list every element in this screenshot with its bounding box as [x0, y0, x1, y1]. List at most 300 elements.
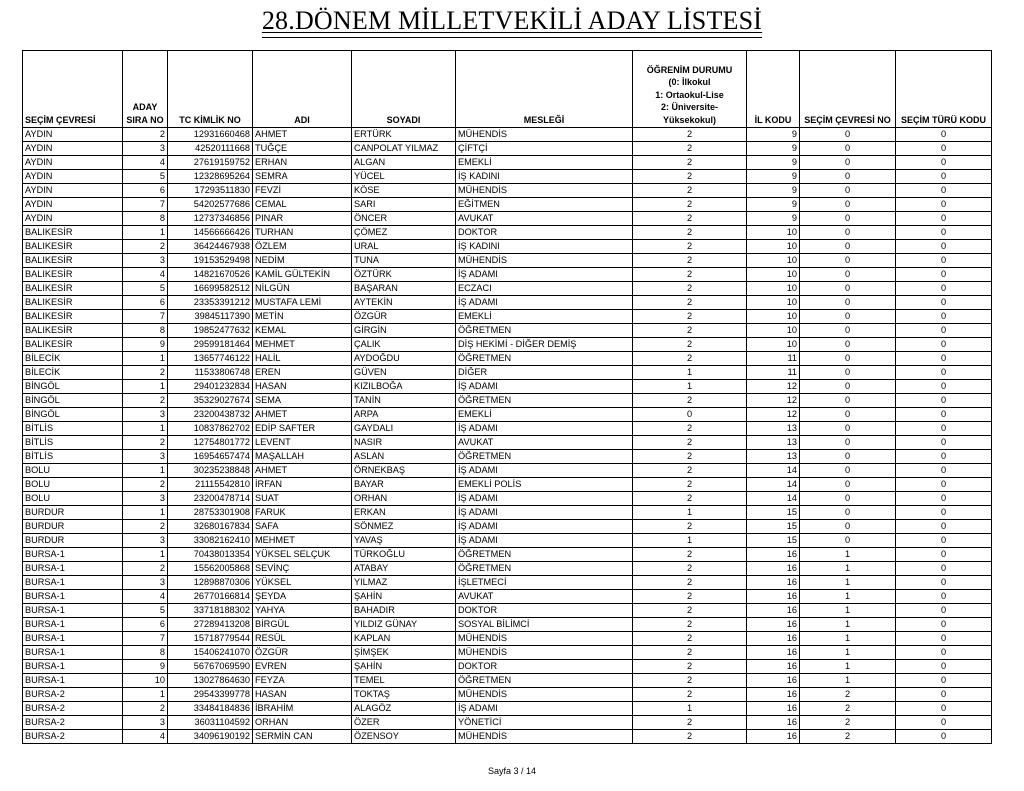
cell-tc-kimlik-no: 33718188302	[168, 604, 253, 618]
cell-secim-cevresi-no: 0	[800, 506, 896, 520]
cell-tc-kimlik-no: 15406241070	[168, 646, 253, 660]
cell-tc-kimlik-no: 12737346856	[168, 212, 253, 226]
cell-adi: SAFA	[253, 520, 352, 534]
cell-soyadi: ŞİMŞEK	[352, 646, 456, 660]
cell-il-kodu: 10	[747, 240, 800, 254]
cell-adi: SERMİN CAN	[253, 730, 352, 744]
cell-aday-sira-no: 8	[123, 212, 168, 226]
table-row	[23, 492, 992, 506]
cell-secim-cevresi-no: 1	[800, 618, 896, 632]
cell-ogrenim-durumu: 2	[633, 338, 747, 352]
cell-tc-kimlik-no: 13027864630	[168, 674, 253, 688]
cell-adi: MAŞALLAH	[253, 450, 352, 464]
cell-adi: FEYZA	[253, 674, 352, 688]
cell-soyadi: ARPA	[352, 408, 456, 422]
cell-soyadi: AYTEKİN	[352, 296, 456, 310]
cell-meslegi: SOSYAL BİLİMCİ	[456, 618, 633, 632]
header-ogrenim-line2: (0: İlkokul	[668, 77, 711, 87]
cell-secim-turu-kodu: 0	[896, 408, 992, 422]
table-row	[23, 282, 992, 296]
cell-secim-cevresi-no: 1	[800, 660, 896, 674]
cell-adi: LEVENT	[253, 436, 352, 450]
cell-secim-cevresi-no: 0	[800, 310, 896, 324]
cell-secim-cevresi: BİTLİS	[23, 436, 123, 450]
cell-meslegi: MÜHENDİS	[456, 184, 633, 198]
cell-soyadi: GAYDALI	[352, 422, 456, 436]
table-row	[23, 142, 992, 156]
cell-soyadi: ASLAN	[352, 450, 456, 464]
cell-il-kodu: 10	[747, 310, 800, 324]
cell-secim-cevresi-no: 0	[800, 366, 896, 380]
cell-aday-sira-no: 2	[123, 520, 168, 534]
cell-meslegi: ÖĞRETMEN	[456, 548, 633, 562]
cell-aday-sira-no: 4	[123, 590, 168, 604]
cell-secim-cevresi: BURDUR	[23, 506, 123, 520]
header-aday-sira-no	[123, 51, 168, 128]
cell-adi: HALİL	[253, 352, 352, 366]
cell-secim-cevresi-no: 0	[800, 520, 896, 534]
table-row	[23, 324, 992, 338]
cell-secim-cevresi-no: 0	[800, 338, 896, 352]
cell-aday-sira-no: 4	[123, 268, 168, 282]
cell-il-kodu: 11	[747, 352, 800, 366]
cell-secim-cevresi: AYDIN	[23, 128, 123, 142]
cell-secim-turu-kodu: 0	[896, 184, 992, 198]
cell-soyadi: ÖZENSOY	[352, 730, 456, 744]
table-row	[23, 632, 992, 646]
cell-aday-sira-no: 8	[123, 324, 168, 338]
cell-meslegi: ÖĞRETMEN	[456, 562, 633, 576]
cell-soyadi: TANİN	[352, 394, 456, 408]
cell-secim-cevresi: BALIKESİR	[23, 268, 123, 282]
cell-aday-sira-no: 5	[123, 282, 168, 296]
cell-secim-cevresi: BURSA-2	[23, 702, 123, 716]
cell-secim-cevresi-no: 0	[800, 422, 896, 436]
cell-secim-cevresi-no: 0	[800, 436, 896, 450]
cell-il-kodu: 16	[747, 604, 800, 618]
table-row	[23, 618, 992, 632]
cell-soyadi: ÖZGÜR	[352, 310, 456, 324]
cell-il-kodu: 16	[747, 702, 800, 716]
cell-adi: KEMAL	[253, 324, 352, 338]
cell-meslegi: EMEKLİ	[456, 310, 633, 324]
cell-adi: PINAR	[253, 212, 352, 226]
cell-secim-turu-kodu: 0	[896, 590, 992, 604]
cell-secim-cevresi: AYDIN	[23, 212, 123, 226]
cell-tc-kimlik-no: 19852477632	[168, 324, 253, 338]
cell-ogrenim-durumu: 2	[633, 604, 747, 618]
table-row	[23, 380, 992, 394]
cell-secim-turu-kodu: 0	[896, 604, 992, 618]
cell-ogrenim-durumu: 2	[633, 478, 747, 492]
cell-il-kodu: 12	[747, 408, 800, 422]
cell-aday-sira-no: 3	[123, 142, 168, 156]
cell-adi: ŞEYDA	[253, 590, 352, 604]
cell-adi: TUĞÇE	[253, 142, 352, 156]
cell-il-kodu: 16	[747, 674, 800, 688]
cell-meslegi: İŞ ADAMI	[456, 492, 633, 506]
table-row	[23, 660, 992, 674]
cell-tc-kimlik-no: 42520111668	[168, 142, 253, 156]
cell-aday-sira-no: 6	[123, 296, 168, 310]
cell-secim-cevresi-no: 0	[800, 156, 896, 170]
cell-tc-kimlik-no: 15718779544	[168, 632, 253, 646]
cell-tc-kimlik-no: 16699582512	[168, 282, 253, 296]
cell-secim-cevresi-no: 1	[800, 674, 896, 688]
cell-il-kodu: 16	[747, 562, 800, 576]
cell-soyadi: ORHAN	[352, 492, 456, 506]
cell-meslegi: MÜHENDİS	[456, 730, 633, 744]
cell-adi: AHMET	[253, 464, 352, 478]
cell-secim-cevresi: BİNGÖL	[23, 380, 123, 394]
cell-secim-turu-kodu: 0	[896, 450, 992, 464]
cell-il-kodu: 16	[747, 548, 800, 562]
cell-ogrenim-durumu: 0	[633, 408, 747, 422]
cell-adi: TURHAN	[253, 226, 352, 240]
cell-tc-kimlik-no: 56767069590	[168, 660, 253, 674]
cell-aday-sira-no: 3	[123, 450, 168, 464]
cell-meslegi: EMEKLİ POLİS	[456, 478, 633, 492]
cell-aday-sira-no: 1	[123, 226, 168, 240]
cell-adi: AHMET	[253, 128, 352, 142]
cell-soyadi: ÇALIK	[352, 338, 456, 352]
cell-il-kodu: 9	[747, 128, 800, 142]
cell-secim-cevresi: BALIKESİR	[23, 310, 123, 324]
cell-adi: YÜKSEL	[253, 576, 352, 590]
cell-soyadi: BAŞARAN	[352, 282, 456, 296]
cell-secim-turu-kodu: 0	[896, 254, 992, 268]
cell-secim-turu-kodu: 0	[896, 282, 992, 296]
cell-secim-cevresi-no: 0	[800, 198, 896, 212]
cell-secim-cevresi-no: 2	[800, 730, 896, 744]
cell-secim-turu-kodu: 0	[896, 478, 992, 492]
header-secim-cevresi: SEÇİM ÇEVRESİ	[23, 51, 123, 128]
cell-secim-turu-kodu: 0	[896, 352, 992, 366]
table-row	[23, 548, 992, 562]
cell-il-kodu: 10	[747, 296, 800, 310]
cell-secim-turu-kodu: 0	[896, 296, 992, 310]
cell-ogrenim-durumu: 1	[633, 506, 747, 520]
cell-secim-turu-kodu: 0	[896, 156, 992, 170]
cell-secim-cevresi-no: 1	[800, 548, 896, 562]
cell-secim-turu-kodu: 0	[896, 646, 992, 660]
cell-soyadi: ATABAY	[352, 562, 456, 576]
cell-ogrenim-durumu: 2	[633, 310, 747, 324]
cell-il-kodu: 9	[747, 212, 800, 226]
table-row	[23, 310, 992, 324]
cell-tc-kimlik-no: 11533806748	[168, 366, 253, 380]
cell-il-kodu: 9	[747, 156, 800, 170]
cell-aday-sira-no: 7	[123, 632, 168, 646]
cell-tc-kimlik-no: 16954657474	[168, 450, 253, 464]
cell-adi: EDİP SAFTER	[253, 422, 352, 436]
table-row	[23, 534, 992, 548]
cell-meslegi: EMEKLİ	[456, 408, 633, 422]
cell-tc-kimlik-no: 30235238848	[168, 464, 253, 478]
cell-meslegi: İŞ KADINI	[456, 170, 633, 184]
cell-secim-turu-kodu: 0	[896, 436, 992, 450]
cell-aday-sira-no: 1	[123, 506, 168, 520]
cell-tc-kimlik-no: 29599181464	[168, 338, 253, 352]
table-row	[23, 156, 992, 170]
cell-ogrenim-durumu: 2	[633, 716, 747, 730]
cell-secim-cevresi: BURSA-1	[23, 548, 123, 562]
cell-aday-sira-no: 3	[123, 576, 168, 590]
cell-il-kodu: 9	[747, 142, 800, 156]
cell-aday-sira-no: 2	[123, 562, 168, 576]
cell-secim-turu-kodu: 0	[896, 688, 992, 702]
cell-ogrenim-durumu: 2	[633, 688, 747, 702]
cell-secim-turu-kodu: 0	[896, 240, 992, 254]
cell-ogrenim-durumu: 2	[633, 730, 747, 744]
cell-il-kodu: 12	[747, 380, 800, 394]
cell-tc-kimlik-no: 15562005868	[168, 562, 253, 576]
table-row	[23, 394, 992, 408]
cell-ogrenim-durumu: 2	[633, 128, 747, 142]
header-ogrenim-durumu	[633, 51, 747, 128]
cell-adi: SEMRA	[253, 170, 352, 184]
cell-aday-sira-no: 9	[123, 660, 168, 674]
cell-ogrenim-durumu: 2	[633, 548, 747, 562]
cell-secim-turu-kodu: 0	[896, 142, 992, 156]
cell-soyadi: YILDIZ GÜNAY	[352, 618, 456, 632]
cell-meslegi: İŞ ADAMI	[456, 464, 633, 478]
page-footer: Sayfa 3 / 14	[487, 766, 537, 776]
cell-ogrenim-durumu: 2	[633, 660, 747, 674]
cell-ogrenim-durumu: 2	[633, 422, 747, 436]
cell-adi: MEHMET	[253, 338, 352, 352]
cell-secim-turu-kodu: 0	[896, 674, 992, 688]
cell-secim-turu-kodu: 0	[896, 170, 992, 184]
cell-soyadi: SÖNMEZ	[352, 520, 456, 534]
cell-secim-turu-kodu: 0	[896, 324, 992, 338]
cell-tc-kimlik-no: 33082162410	[168, 534, 253, 548]
cell-adi: ORHAN	[253, 716, 352, 730]
cell-tc-kimlik-no: 34096190192	[168, 730, 253, 744]
cell-aday-sira-no: 2	[123, 240, 168, 254]
cell-secim-cevresi: BURDUR	[23, 520, 123, 534]
cell-secim-cevresi: BURSA-2	[23, 688, 123, 702]
header-adi: ADI	[253, 51, 352, 128]
cell-meslegi: ÇİFTÇİ	[456, 142, 633, 156]
cell-tc-kimlik-no: 21115542810	[168, 478, 253, 492]
cell-ogrenim-durumu: 2	[633, 520, 747, 534]
cell-aday-sira-no: 7	[123, 310, 168, 324]
cell-aday-sira-no: 10	[123, 674, 168, 688]
cell-secim-cevresi-no: 0	[800, 394, 896, 408]
cell-soyadi: YAVAŞ	[352, 534, 456, 548]
cell-il-kodu: 13	[747, 450, 800, 464]
cell-il-kodu: 13	[747, 436, 800, 450]
table-row	[23, 128, 992, 142]
cell-secim-cevresi: BİLECİK	[23, 366, 123, 380]
cell-aday-sira-no: 1	[123, 688, 168, 702]
header-ogrenim-line5: Yüksekokul)	[662, 114, 717, 125]
header-ogrenim-line1: ÖĞRENİM DURUMU	[646, 64, 733, 75]
cell-ogrenim-durumu: 2	[633, 212, 747, 226]
cell-meslegi: İŞ ADAMI	[456, 702, 633, 716]
cell-ogrenim-durumu: 2	[633, 590, 747, 604]
cell-meslegi: MÜHENDİS	[456, 632, 633, 646]
cell-ogrenim-durumu: 2	[633, 296, 747, 310]
cell-secim-turu-kodu: 0	[896, 660, 992, 674]
cell-aday-sira-no: 6	[123, 618, 168, 632]
cell-soyadi: ÖRNEKBAŞ	[352, 464, 456, 478]
cell-secim-cevresi: BURSA-1	[23, 646, 123, 660]
cell-adi: SEMA	[253, 394, 352, 408]
cell-meslegi: İŞLETMECİ	[456, 576, 633, 590]
table-row	[23, 562, 992, 576]
table-row	[23, 506, 992, 520]
cell-il-kodu: 14	[747, 492, 800, 506]
cell-soyadi: AYDOĞDU	[352, 352, 456, 366]
cell-adi: FEVZİ	[253, 184, 352, 198]
cell-secim-cevresi-no: 1	[800, 590, 896, 604]
cell-ogrenim-durumu: 2	[633, 576, 747, 590]
cell-ogrenim-durumu: 2	[633, 646, 747, 660]
cell-tc-kimlik-no: 23353391212	[168, 296, 253, 310]
cell-il-kodu: 16	[747, 618, 800, 632]
table-row	[23, 604, 992, 618]
cell-il-kodu: 16	[747, 688, 800, 702]
cell-il-kodu: 16	[747, 576, 800, 590]
cell-secim-cevresi-no: 0	[800, 464, 896, 478]
cell-soyadi: BAYAR	[352, 478, 456, 492]
cell-soyadi: TEMEL	[352, 674, 456, 688]
cell-tc-kimlik-no: 12328695264	[168, 170, 253, 184]
cell-meslegi: İŞ ADAMI	[456, 506, 633, 520]
cell-aday-sira-no: 5	[123, 604, 168, 618]
cell-tc-kimlik-no: 12931660468	[168, 128, 253, 142]
cell-ogrenim-durumu: 2	[633, 394, 747, 408]
cell-tc-kimlik-no: 29543399778	[168, 688, 253, 702]
cell-secim-cevresi: BİNGÖL	[23, 394, 123, 408]
cell-meslegi: İŞ ADAMI	[456, 296, 633, 310]
cell-meslegi: AVUKAT	[456, 212, 633, 226]
cell-adi: ÖZGÜR	[253, 646, 352, 660]
cell-secim-cevresi-no: 0	[800, 268, 896, 282]
cell-adi: EVREN	[253, 660, 352, 674]
cell-aday-sira-no: 1	[123, 548, 168, 562]
cell-adi: YÜKSEL SELÇUK	[253, 548, 352, 562]
cell-soyadi: ŞAHİN	[352, 590, 456, 604]
cell-secim-cevresi-no: 2	[800, 716, 896, 730]
table-row	[23, 716, 992, 730]
table-row	[23, 464, 992, 478]
cell-adi: METİN	[253, 310, 352, 324]
cell-aday-sira-no: 4	[123, 730, 168, 744]
cell-ogrenim-durumu: 1	[633, 366, 747, 380]
cell-il-kodu: 15	[747, 520, 800, 534]
cell-meslegi: DOKTOR	[456, 660, 633, 674]
cell-meslegi: AVUKAT	[456, 590, 633, 604]
cell-ogrenim-durumu: 2	[633, 240, 747, 254]
cell-aday-sira-no: 3	[123, 254, 168, 268]
cell-secim-cevresi: BOLU	[23, 492, 123, 506]
cell-soyadi: URAL	[352, 240, 456, 254]
cell-tc-kimlik-no: 28753301908	[168, 506, 253, 520]
cell-adi: CEMAL	[253, 198, 352, 212]
cell-secim-cevresi-no: 0	[800, 450, 896, 464]
cell-il-kodu: 9	[747, 198, 800, 212]
cell-adi: BİRGÜL	[253, 618, 352, 632]
cell-meslegi: DOKTOR	[456, 226, 633, 240]
cell-meslegi: ÖĞRETMEN	[456, 394, 633, 408]
table-row	[23, 296, 992, 310]
cell-il-kodu: 10	[747, 282, 800, 296]
cell-ogrenim-durumu: 2	[633, 464, 747, 478]
cell-il-kodu: 16	[747, 632, 800, 646]
cell-aday-sira-no: 2	[123, 128, 168, 142]
cell-meslegi: İŞ ADAMI	[456, 268, 633, 282]
cell-secim-cevresi-no: 0	[800, 478, 896, 492]
cell-secim-cevresi: BALIKESİR	[23, 338, 123, 352]
cell-soyadi: ALGAN	[352, 156, 456, 170]
table-row	[23, 576, 992, 590]
candidate-table	[22, 50, 992, 744]
cell-adi: ERHAN	[253, 156, 352, 170]
cell-secim-cevresi-no: 0	[800, 170, 896, 184]
cell-ogrenim-durumu: 2	[633, 226, 747, 240]
cell-meslegi: DOKTOR	[456, 604, 633, 618]
table-row	[23, 212, 992, 226]
cell-aday-sira-no: 2	[123, 366, 168, 380]
cell-secim-cevresi: BURSA-1	[23, 632, 123, 646]
cell-secim-cevresi: BİTLİS	[23, 450, 123, 464]
cell-ogrenim-durumu: 2	[633, 254, 747, 268]
cell-soyadi: ERKAN	[352, 506, 456, 520]
cell-secim-turu-kodu: 0	[896, 730, 992, 744]
cell-ogrenim-durumu: 2	[633, 632, 747, 646]
cell-tc-kimlik-no: 29401232834	[168, 380, 253, 394]
cell-soyadi: GÜVEN	[352, 366, 456, 380]
cell-ogrenim-durumu: 2	[633, 184, 747, 198]
cell-soyadi: ÖNCER	[352, 212, 456, 226]
cell-secim-cevresi: BURSA-1	[23, 674, 123, 688]
cell-secim-cevresi: BURSA-2	[23, 730, 123, 744]
cell-meslegi: EMEKLİ	[456, 156, 633, 170]
cell-meslegi: MÜHENDİS	[456, 128, 633, 142]
cell-meslegi: AVUKAT	[456, 436, 633, 450]
cell-il-kodu: 10	[747, 338, 800, 352]
cell-secim-cevresi: AYDIN	[23, 198, 123, 212]
cell-aday-sira-no: 3	[123, 408, 168, 422]
cell-secim-turu-kodu: 0	[896, 198, 992, 212]
cell-aday-sira-no: 4	[123, 156, 168, 170]
cell-secim-cevresi: BİTLİS	[23, 422, 123, 436]
cell-tc-kimlik-no: 23200478714	[168, 492, 253, 506]
cell-ogrenim-durumu: 1	[633, 380, 747, 394]
table-row	[23, 688, 992, 702]
table-row	[23, 478, 992, 492]
cell-adi: HASAN	[253, 380, 352, 394]
cell-soyadi: ŞAHİN	[352, 660, 456, 674]
cell-soyadi: KÖSE	[352, 184, 456, 198]
cell-meslegi: ECZACI	[456, 282, 633, 296]
cell-secim-cevresi: BURSA-1	[23, 590, 123, 604]
cell-aday-sira-no: 5	[123, 170, 168, 184]
cell-secim-cevresi-no: 0	[800, 282, 896, 296]
cell-ogrenim-durumu: 2	[633, 674, 747, 688]
cell-secim-cevresi: BURSA-2	[23, 716, 123, 730]
cell-meslegi: DİĞER	[456, 366, 633, 380]
page-title-text: 28.DÖNEM MİLLETVEKİLİ ADAY LİSTESİ	[262, 6, 762, 38]
cell-secim-cevresi: AYDIN	[23, 142, 123, 156]
cell-tc-kimlik-no: 17293511830	[168, 184, 253, 198]
cell-secim-cevresi: BOLU	[23, 464, 123, 478]
header-tc-kimlik-no: TC KİMLİK NO	[168, 51, 253, 128]
cell-meslegi: EĞİTMEN	[456, 198, 633, 212]
